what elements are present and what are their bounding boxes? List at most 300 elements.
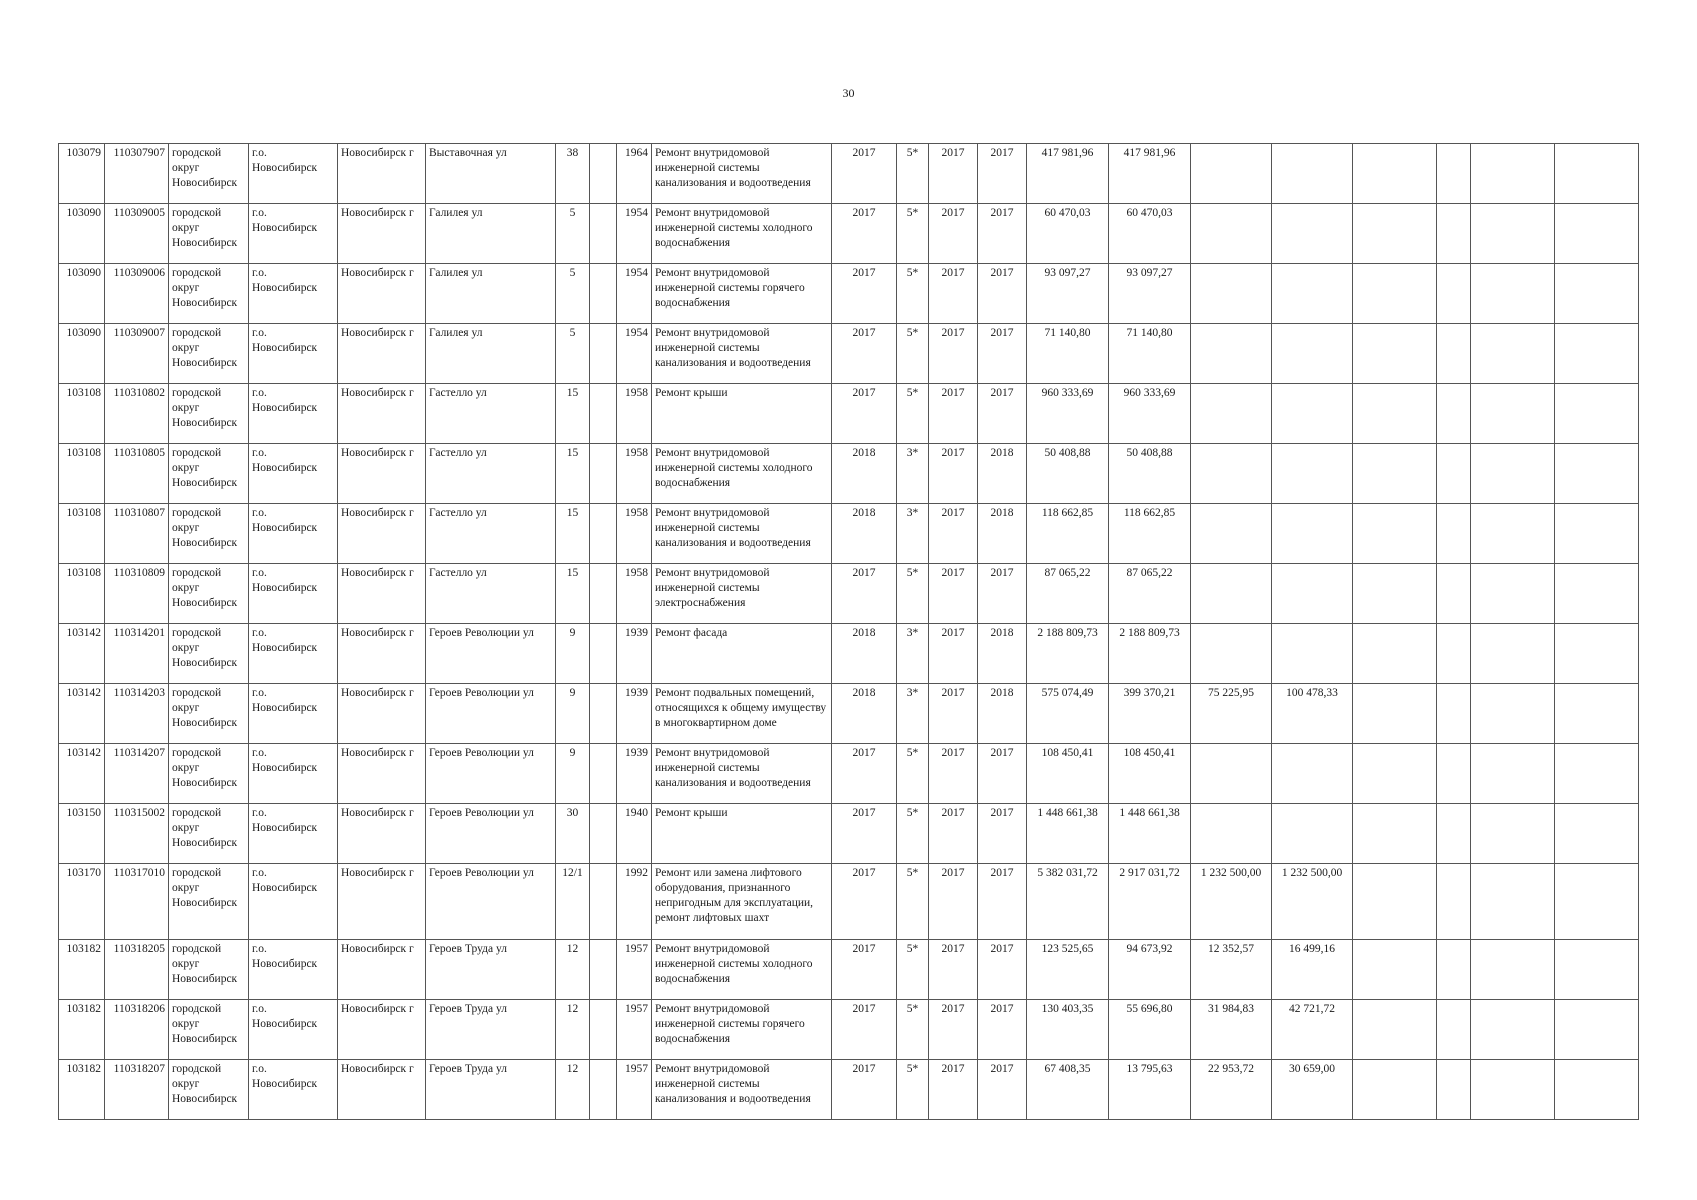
extra-cell-1: [1353, 564, 1437, 624]
city-cell: Новосибирск г: [338, 744, 426, 804]
fund-cost-cell: 2 188 809,73: [1109, 624, 1191, 684]
plan-year-cell: 2018: [832, 504, 897, 564]
work-type-cell: Ремонт внутридомовой инженерной системы холодного водоснабжения: [652, 444, 832, 504]
extra-cell-4: [1555, 384, 1639, 444]
house-code-cell: 103090: [59, 324, 105, 384]
street-cell: Героев Революции ул: [426, 864, 556, 940]
priority-cell: 5*: [897, 204, 929, 264]
extra-cell-3: [1471, 864, 1555, 940]
total-cost-cell: 575 074,49: [1027, 684, 1109, 744]
city-cell: Новосибирск г: [338, 504, 426, 564]
house-code-cell: 103108: [59, 504, 105, 564]
start-year-cell: 2017: [929, 744, 978, 804]
municipality-cell: городской округ Новосибирск: [169, 204, 249, 264]
start-year-cell: 2017: [929, 444, 978, 504]
city-cell: Новосибирск г: [338, 684, 426, 744]
extra-cell-2: [1437, 624, 1471, 684]
local-cost-cell: [1272, 564, 1353, 624]
extra-cell-3: [1471, 324, 1555, 384]
building-cell: [590, 940, 617, 1000]
building-cell: [590, 564, 617, 624]
street-cell: Галилея ул: [426, 204, 556, 264]
total-cost-cell: 50 408,88: [1027, 444, 1109, 504]
work-code-cell: 110314201: [105, 624, 169, 684]
fund-cost-cell: 60 470,03: [1109, 204, 1191, 264]
fund-cost-cell: 87 065,22: [1109, 564, 1191, 624]
district-cell: г.о. Новосибирск: [249, 1000, 338, 1060]
table-row: [59, 744, 1639, 804]
extra-cell-3: [1471, 1000, 1555, 1060]
extra-cell-3: [1471, 804, 1555, 864]
city-cell: Новосибирск г: [338, 264, 426, 324]
municipality-cell: городской округ Новосибирск: [169, 324, 249, 384]
priority-cell: 5*: [897, 324, 929, 384]
priority-cell: 5*: [897, 1060, 929, 1120]
extra-cell-1: [1353, 504, 1437, 564]
start-year-cell: 2017: [929, 624, 978, 684]
work-type-cell: Ремонт крыши: [652, 804, 832, 864]
extra-cell-2: [1437, 444, 1471, 504]
building-cell: [590, 264, 617, 324]
extra-cell-3: [1471, 624, 1555, 684]
district-cell: г.о. Новосибирск: [249, 624, 338, 684]
total-cost-cell: 5 382 031,72: [1027, 864, 1109, 940]
district-cell: г.о. Новосибирск: [249, 940, 338, 1000]
house-code-cell: 103108: [59, 564, 105, 624]
extra-cell-1: [1353, 144, 1437, 204]
table-row: [59, 264, 1639, 324]
municipality-cell: городской округ Новосибирск: [169, 1000, 249, 1060]
work-code-cell: 110314203: [105, 684, 169, 744]
priority-cell: 5*: [897, 744, 929, 804]
table-row: [59, 324, 1639, 384]
extra-cell-4: [1555, 204, 1639, 264]
table-row: [59, 804, 1639, 864]
extra-cell-2: [1437, 864, 1471, 940]
budget-cost-cell: [1191, 144, 1272, 204]
extra-cell-2: [1437, 744, 1471, 804]
plan-year-cell: 2017: [832, 264, 897, 324]
municipality-cell: городской округ Новосибирск: [169, 264, 249, 324]
start-year-cell: 2017: [929, 684, 978, 744]
plan-year-cell: 2018: [832, 624, 897, 684]
street-cell: Галилея ул: [426, 264, 556, 324]
fund-cost-cell: 2 917 031,72: [1109, 864, 1191, 940]
extra-cell-3: [1471, 940, 1555, 1000]
start-year-cell: 2017: [929, 264, 978, 324]
budget-cost-cell: [1191, 564, 1272, 624]
plan-year-cell: 2018: [832, 684, 897, 744]
work-code-cell: 110309006: [105, 264, 169, 324]
end-year-cell: 2017: [978, 744, 1027, 804]
local-cost-cell: 100 478,33: [1272, 684, 1353, 744]
district-cell: г.о. Новосибирск: [249, 144, 338, 204]
work-code-cell: 110309007: [105, 324, 169, 384]
work-type-cell: Ремонт внутридомовой инженерной системы канализования и водоотведения: [652, 744, 832, 804]
work-type-cell: Ремонт или замена лифтового оборудования, признанного непригодным для эксплуатации, ремонт лифтовых шахт: [652, 864, 832, 940]
build-year-cell: 1957: [617, 1000, 652, 1060]
priority-cell: 3*: [897, 684, 929, 744]
table-row: [59, 144, 1639, 204]
plan-year-cell: 2017: [832, 564, 897, 624]
district-cell: г.о. Новосибирск: [249, 864, 338, 940]
table-row: [59, 504, 1639, 564]
total-cost-cell: 108 450,41: [1027, 744, 1109, 804]
work-type-cell: Ремонт внутридомовой инженерной системы холодного водоснабжения: [652, 204, 832, 264]
work-code-cell: 110307907: [105, 144, 169, 204]
priority-cell: 3*: [897, 624, 929, 684]
extra-cell-1: [1353, 204, 1437, 264]
building-cell: [590, 1000, 617, 1060]
build-year-cell: 1939: [617, 684, 652, 744]
extra-cell-4: [1555, 564, 1639, 624]
building-cell: [590, 744, 617, 804]
house-code-cell: 103142: [59, 744, 105, 804]
house-code-cell: 103150: [59, 804, 105, 864]
end-year-cell: 2018: [978, 684, 1027, 744]
house-number-cell: 5: [556, 324, 590, 384]
house-code-cell: 103108: [59, 444, 105, 504]
extra-cell-4: [1555, 444, 1639, 504]
fund-cost-cell: 94 673,92: [1109, 940, 1191, 1000]
budget-cost-cell: 12 352,57: [1191, 940, 1272, 1000]
fund-cost-cell: 71 140,80: [1109, 324, 1191, 384]
end-year-cell: 2017: [978, 264, 1027, 324]
extra-cell-4: [1555, 504, 1639, 564]
build-year-cell: 1958: [617, 444, 652, 504]
table-row: [59, 384, 1639, 444]
house-number-cell: 15: [556, 444, 590, 504]
city-cell: Новосибирск г: [338, 864, 426, 940]
work-type-cell: Ремонт внутридомовой инженерной системы горячего водоснабжения: [652, 1000, 832, 1060]
table-row: [59, 624, 1639, 684]
city-cell: Новосибирск г: [338, 940, 426, 1000]
work-type-cell: Ремонт крыши: [652, 384, 832, 444]
fund-cost-cell: 55 696,80: [1109, 1000, 1191, 1060]
local-cost-cell: [1272, 444, 1353, 504]
fund-cost-cell: 118 662,85: [1109, 504, 1191, 564]
house-code-cell: 103090: [59, 204, 105, 264]
total-cost-cell: 60 470,03: [1027, 204, 1109, 264]
city-cell: Новосибирск г: [338, 1060, 426, 1120]
extra-cell-3: [1471, 684, 1555, 744]
local-cost-cell: [1272, 324, 1353, 384]
building-cell: [590, 864, 617, 940]
end-year-cell: 2017: [978, 564, 1027, 624]
city-cell: Новосибирск г: [338, 384, 426, 444]
street-cell: Героев Революции ул: [426, 804, 556, 864]
priority-cell: 5*: [897, 864, 929, 940]
priority-cell: 5*: [897, 1000, 929, 1060]
build-year-cell: 1958: [617, 384, 652, 444]
build-year-cell: 1954: [617, 264, 652, 324]
table-row: [59, 684, 1639, 744]
total-cost-cell: 2 188 809,73: [1027, 624, 1109, 684]
municipality-cell: городской округ Новосибирск: [169, 804, 249, 864]
building-cell: [590, 384, 617, 444]
end-year-cell: 2017: [978, 1060, 1027, 1120]
plan-year-cell: 2017: [832, 1060, 897, 1120]
municipality-cell: городской округ Новосибирск: [169, 744, 249, 804]
extra-cell-1: [1353, 384, 1437, 444]
table-row: [59, 204, 1639, 264]
plan-year-cell: 2018: [832, 444, 897, 504]
street-cell: Героев Революции ул: [426, 624, 556, 684]
house-number-cell: 15: [556, 564, 590, 624]
start-year-cell: 2017: [929, 384, 978, 444]
total-cost-cell: 123 525,65: [1027, 940, 1109, 1000]
extra-cell-4: [1555, 144, 1639, 204]
building-cell: [590, 324, 617, 384]
start-year-cell: 2017: [929, 144, 978, 204]
house-number-cell: 9: [556, 684, 590, 744]
work-code-cell: 110309005: [105, 204, 169, 264]
building-cell: [590, 144, 617, 204]
extra-cell-4: [1555, 864, 1639, 940]
local-cost-cell: 30 659,00: [1272, 1060, 1353, 1120]
extra-cell-3: [1471, 384, 1555, 444]
extra-cell-2: [1437, 940, 1471, 1000]
local-cost-cell: [1272, 624, 1353, 684]
end-year-cell: 2017: [978, 804, 1027, 864]
budget-cost-cell: [1191, 744, 1272, 804]
extra-cell-1: [1353, 864, 1437, 940]
house-code-cell: 103090: [59, 264, 105, 324]
extra-cell-1: [1353, 744, 1437, 804]
building-cell: [590, 1060, 617, 1120]
district-cell: г.о. Новосибирск: [249, 264, 338, 324]
local-cost-cell: 16 499,16: [1272, 940, 1353, 1000]
plan-year-cell: 2017: [832, 804, 897, 864]
plan-year-cell: 2017: [832, 864, 897, 940]
work-type-cell: Ремонт внутридомовой инженерной системы холодного водоснабжения: [652, 940, 832, 1000]
extra-cell-2: [1437, 204, 1471, 264]
start-year-cell: 2017: [929, 864, 978, 940]
work-code-cell: 110317010: [105, 864, 169, 940]
extra-cell-3: [1471, 204, 1555, 264]
build-year-cell: 1958: [617, 504, 652, 564]
work-type-cell: Ремонт внутридомовой инженерной системы канализования и водоотведения: [652, 504, 832, 564]
plan-year-cell: 2017: [832, 744, 897, 804]
municipality-cell: городской округ Новосибирск: [169, 624, 249, 684]
total-cost-cell: 87 065,22: [1027, 564, 1109, 624]
extra-cell-1: [1353, 1000, 1437, 1060]
extra-cell-4: [1555, 264, 1639, 324]
extra-cell-3: [1471, 144, 1555, 204]
municipality-cell: городской округ Новосибирск: [169, 384, 249, 444]
work-type-cell: Ремонт подвальных помещений, относящихся к общему имуществу в многоквартирном доме: [652, 684, 832, 744]
end-year-cell: 2017: [978, 940, 1027, 1000]
district-cell: г.о. Новосибирск: [249, 444, 338, 504]
extra-cell-3: [1471, 504, 1555, 564]
build-year-cell: 1939: [617, 624, 652, 684]
house-number-cell: 12: [556, 1000, 590, 1060]
street-cell: Героев Революции ул: [426, 684, 556, 744]
house-code-cell: 103142: [59, 624, 105, 684]
extra-cell-4: [1555, 624, 1639, 684]
house-number-cell: 38: [556, 144, 590, 204]
budget-cost-cell: [1191, 624, 1272, 684]
extra-cell-1: [1353, 940, 1437, 1000]
budget-cost-cell: [1191, 804, 1272, 864]
extra-cell-3: [1471, 444, 1555, 504]
extra-cell-1: [1353, 804, 1437, 864]
table-row: [59, 864, 1639, 940]
house-code-cell: 103108: [59, 384, 105, 444]
start-year-cell: 2017: [929, 1000, 978, 1060]
city-cell: Новосибирск г: [338, 564, 426, 624]
end-year-cell: 2018: [978, 624, 1027, 684]
priority-cell: 5*: [897, 940, 929, 1000]
municipality-cell: городской округ Новосибирск: [169, 444, 249, 504]
work-code-cell: 110310802: [105, 384, 169, 444]
municipality-cell: городской округ Новосибирск: [169, 1060, 249, 1120]
work-code-cell: 110310807: [105, 504, 169, 564]
plan-year-cell: 2017: [832, 940, 897, 1000]
extra-cell-4: [1555, 324, 1639, 384]
total-cost-cell: 71 140,80: [1027, 324, 1109, 384]
build-year-cell: 1957: [617, 1060, 652, 1120]
house-code-cell: 103182: [59, 940, 105, 1000]
start-year-cell: 2017: [929, 564, 978, 624]
house-code-cell: 103182: [59, 1000, 105, 1060]
extra-cell-2: [1437, 564, 1471, 624]
end-year-cell: 2017: [978, 384, 1027, 444]
fund-cost-cell: 50 408,88: [1109, 444, 1191, 504]
work-code-cell: 110314207: [105, 744, 169, 804]
plan-year-cell: 2017: [832, 144, 897, 204]
end-year-cell: 2017: [978, 324, 1027, 384]
work-code-cell: 110310805: [105, 444, 169, 504]
work-type-cell: Ремонт внутридомовой инженерной системы электроснабжения: [652, 564, 832, 624]
plan-year-cell: 2017: [832, 384, 897, 444]
municipality-cell: городской округ Новосибирск: [169, 144, 249, 204]
extra-cell-1: [1353, 684, 1437, 744]
extra-cell-1: [1353, 444, 1437, 504]
table-row: [59, 564, 1639, 624]
build-year-cell: 1957: [617, 940, 652, 1000]
end-year-cell: 2017: [978, 864, 1027, 940]
house-number-cell: 15: [556, 384, 590, 444]
budget-cost-cell: 1 232 500,00: [1191, 864, 1272, 940]
priority-cell: 5*: [897, 804, 929, 864]
budget-cost-cell: [1191, 504, 1272, 564]
district-cell: г.о. Новосибирск: [249, 504, 338, 564]
start-year-cell: 2017: [929, 804, 978, 864]
work-type-cell: Ремонт внутридомовой инженерной системы канализования и водоотведения: [652, 1060, 832, 1120]
building-cell: [590, 804, 617, 864]
total-cost-cell: 93 097,27: [1027, 264, 1109, 324]
total-cost-cell: 417 981,96: [1027, 144, 1109, 204]
budget-cost-cell: [1191, 444, 1272, 504]
end-year-cell: 2017: [978, 144, 1027, 204]
work-code-cell: 110318207: [105, 1060, 169, 1120]
building-cell: [590, 504, 617, 564]
table-row: [59, 940, 1639, 1000]
street-cell: Гастелло ул: [426, 384, 556, 444]
fund-cost-cell: 108 450,41: [1109, 744, 1191, 804]
extra-cell-2: [1437, 804, 1471, 864]
street-cell: Героев Труда ул: [426, 940, 556, 1000]
extra-cell-2: [1437, 684, 1471, 744]
municipality-cell: городской округ Новосибирск: [169, 564, 249, 624]
fund-cost-cell: 960 333,69: [1109, 384, 1191, 444]
priority-cell: 5*: [897, 384, 929, 444]
end-year-cell: 2018: [978, 504, 1027, 564]
extra-cell-3: [1471, 564, 1555, 624]
work-type-cell: Ремонт внутридомовой инженерной системы горячего водоснабжения: [652, 264, 832, 324]
start-year-cell: 2017: [929, 504, 978, 564]
fund-cost-cell: 93 097,27: [1109, 264, 1191, 324]
city-cell: Новосибирск г: [338, 144, 426, 204]
end-year-cell: 2017: [978, 204, 1027, 264]
extra-cell-2: [1437, 324, 1471, 384]
extra-cell-4: [1555, 1000, 1639, 1060]
build-year-cell: 1954: [617, 324, 652, 384]
work-code-cell: 110318205: [105, 940, 169, 1000]
house-code-cell: 103142: [59, 684, 105, 744]
priority-cell: 5*: [897, 564, 929, 624]
building-cell: [590, 684, 617, 744]
street-cell: Галилея ул: [426, 324, 556, 384]
local-cost-cell: [1272, 384, 1353, 444]
city-cell: Новосибирск г: [338, 624, 426, 684]
city-cell: Новосибирск г: [338, 1000, 426, 1060]
district-cell: г.о. Новосибирск: [249, 564, 338, 624]
work-type-cell: Ремонт внутридомовой инженерной системы канализования и водоотведения: [652, 144, 832, 204]
city-cell: Новосибирск г: [338, 444, 426, 504]
budget-cost-cell: [1191, 384, 1272, 444]
build-year-cell: 1939: [617, 744, 652, 804]
work-code-cell: 110318206: [105, 1000, 169, 1060]
fund-cost-cell: 399 370,21: [1109, 684, 1191, 744]
extra-cell-4: [1555, 744, 1639, 804]
local-cost-cell: [1272, 504, 1353, 564]
district-cell: г.о. Новосибирск: [249, 324, 338, 384]
district-cell: г.о. Новосибирск: [249, 684, 338, 744]
city-cell: Новосибирск г: [338, 804, 426, 864]
extra-cell-1: [1353, 324, 1437, 384]
municipality-cell: городской округ Новосибирск: [169, 504, 249, 564]
street-cell: Гастелло ул: [426, 504, 556, 564]
extra-cell-4: [1555, 684, 1639, 744]
fund-cost-cell: 1 448 661,38: [1109, 804, 1191, 864]
extra-cell-3: [1471, 744, 1555, 804]
plan-year-cell: 2017: [832, 1000, 897, 1060]
extra-cell-2: [1437, 144, 1471, 204]
house-number-cell: 12/1: [556, 864, 590, 940]
municipality-cell: городской округ Новосибирск: [169, 864, 249, 940]
street-cell: Героев Труда ул: [426, 1000, 556, 1060]
build-year-cell: 1958: [617, 564, 652, 624]
total-cost-cell: 130 403,35: [1027, 1000, 1109, 1060]
total-cost-cell: 1 448 661,38: [1027, 804, 1109, 864]
extra-cell-2: [1437, 264, 1471, 324]
extra-cell-3: [1471, 1060, 1555, 1120]
work-type-cell: Ремонт фасада: [652, 624, 832, 684]
building-cell: [590, 444, 617, 504]
start-year-cell: 2017: [929, 324, 978, 384]
start-year-cell: 2017: [929, 204, 978, 264]
fund-cost-cell: 13 795,63: [1109, 1060, 1191, 1120]
house-number-cell: 12: [556, 940, 590, 1000]
plan-year-cell: 2017: [832, 204, 897, 264]
total-cost-cell: 67 408,35: [1027, 1060, 1109, 1120]
house-number-cell: 9: [556, 624, 590, 684]
city-cell: Новосибирск г: [338, 324, 426, 384]
municipality-cell: городской округ Новосибирск: [169, 684, 249, 744]
house-code-cell: 103170: [59, 864, 105, 940]
